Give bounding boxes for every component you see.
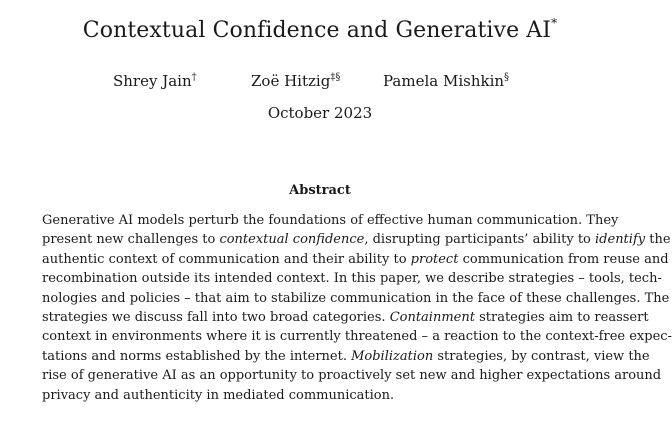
abstract-emphasis: contextual confidence [219,232,365,248]
abstract-text: nologies and policies – that aim to stabilize communication in the face of these challenges. The [42,290,670,306]
abstract-text: strategies, by contrast, view the [433,348,650,364]
abstract-text: authentic context of communication and their ability to [42,251,411,267]
abstract-text: rise of generative AI as an opportunity to proactively set new and higher expectations around [42,368,662,384]
abstract-line [42,308,649,327]
author-affiliation-marks: † [191,72,197,83]
abstract-body [42,211,672,405]
abstract-line [42,269,662,288]
abstract-line [42,230,671,249]
author-list [0,72,640,94]
author-2 [251,72,340,90]
abstract-text: the [645,232,671,248]
abstract-text: present new challenges to [42,232,220,248]
abstract-text: strategies we discuss fall into two broad categories. [42,310,390,326]
abstract-text: strategies aim to reassert [474,310,649,326]
abstract-emphasis: protect [410,251,459,267]
author-name: Pamela Mishkin [383,72,505,90]
abstract-line [42,289,670,308]
abstract-text: context in environments where it is currently threatened – a reaction to the context-free expec- [42,329,672,345]
abstract-emphasis: Containment [389,310,475,326]
abstract-line [42,211,619,230]
author-affiliation-marks: ‡§ [330,72,341,83]
abstract-emphasis: identify [595,232,646,248]
author-1 [113,72,197,90]
abstract-line [42,250,669,269]
abstract-heading: Abstract [289,183,351,198]
abstract-line [42,327,672,346]
abstract-line [42,347,650,366]
author-name: Shrey Jain [113,72,192,90]
abstract-line [42,366,662,385]
abstract-text: Generative AI models perturb the foundations of effective human communication. They [42,213,619,228]
abstract-emphasis: Mobilization [351,348,434,364]
abstract-text: recombination outside its intended context. In this paper, we describe strategies – tools, tech- [42,271,662,287]
abstract-line [42,386,598,405]
author-name: Zoë Hitzig [251,72,331,90]
paper-date: October 2023 [267,104,373,122]
paper-title-block [0,18,640,43]
title-footnote-mark: * [551,16,558,30]
paper-title: Contextual Confidence and Generative AI [82,18,552,43]
abstract-text: privacy and authenticity in mediated communication. [42,387,395,403]
abstract-text: tations and norms established by the internet. [42,348,352,364]
author-3 [383,72,509,90]
author-affiliation-marks: § [504,72,510,83]
abstract-text: communication from reuse and [458,251,669,267]
abstract-text: , disrupting participants’ ability to [364,232,596,248]
